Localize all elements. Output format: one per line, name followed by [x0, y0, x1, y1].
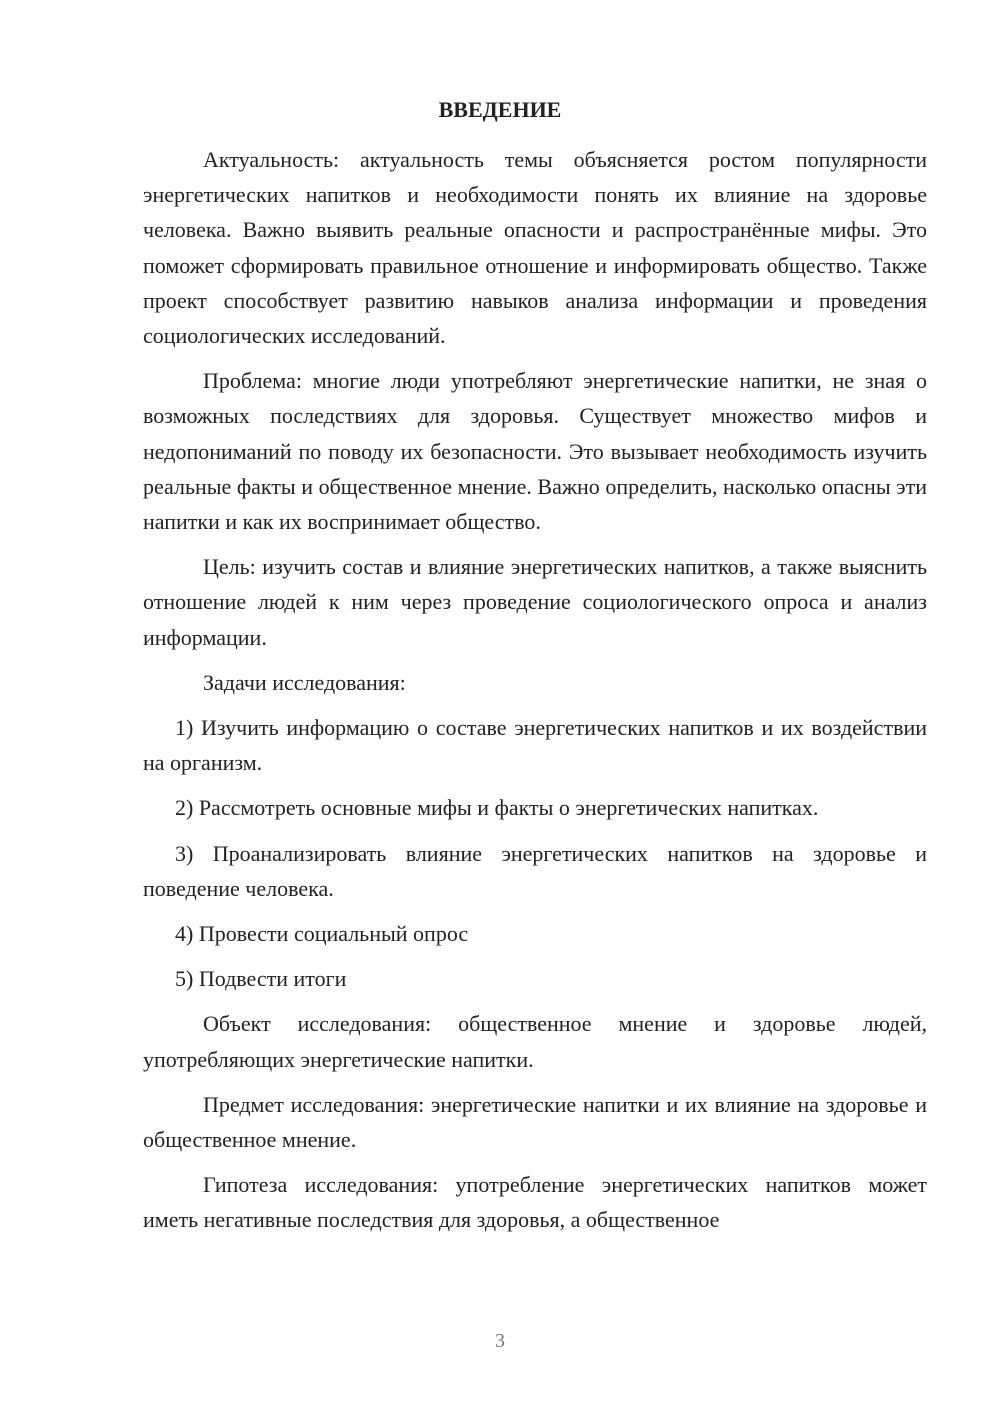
task-item-3: 3) Проанализировать влияние энергетических напитков на здоровье и поведение человека. [143, 840, 927, 901]
page-title: ВВЕДЕНИЕ [438, 97, 562, 122]
paragraph-subject: Предмет исследования: энергетические напитки и их влияние на здоровье и общественное мнение. [143, 1091, 927, 1153]
document-body [143, 142, 927, 1248]
page-number: 3 [495, 1330, 505, 1352]
paragraph-object: Объект исследования: общественное мнение и здоровье людей, употребляющих энергетические напитки. [143, 1011, 927, 1072]
task-item-1: 1) Изучить информацию о составе энергетических напитков и их воздействии на организм. [143, 715, 927, 776]
paragraph-problem: Проблема: многие люди употребляют энергетические напитки, не зная о возможных последствиях для здоровья. Существует множество мифов и недопониманий по поводу их безопасности. Это вызывает необходимость изучить реальные факты и общественное мнение. Важно определить, насколько опасны эти напитки и как их воспринимает общество. [143, 368, 927, 535]
task-item-2: 2) Рассмотреть основные мифы и факты о энергетических напитках. [175, 795, 819, 821]
task-item-5: 5) Подвести итоги [175, 966, 347, 992]
paragraph-relevance: Актуальность: актуальность темы объясняется ростом популярности энергетических напитков и необходимости понять их влияние на здоровье человека. Важно выявить реальные опасности и распространённые мифы. Это поможет сформировать правильное отношение и информировать общество. Также проект способствует развитию навыков анализа информации и проведения социологических исследований. [143, 147, 927, 349]
paragraph-tasks-heading: Задачи исследования: [203, 669, 406, 695]
paragraph-goal: Цель: изучить состав и влияние энергетических напитков, а также выяснить отношение людей к ним через проведение социологического опроса и анализ информации. [143, 554, 927, 650]
paragraph-hypothesis: Гипотеза исследования: употребление энергетических напитков может иметь негативные последствия для здоровья, а общественное [143, 1172, 927, 1233]
task-item-4: 4) Провести социальный опрос [175, 921, 469, 947]
